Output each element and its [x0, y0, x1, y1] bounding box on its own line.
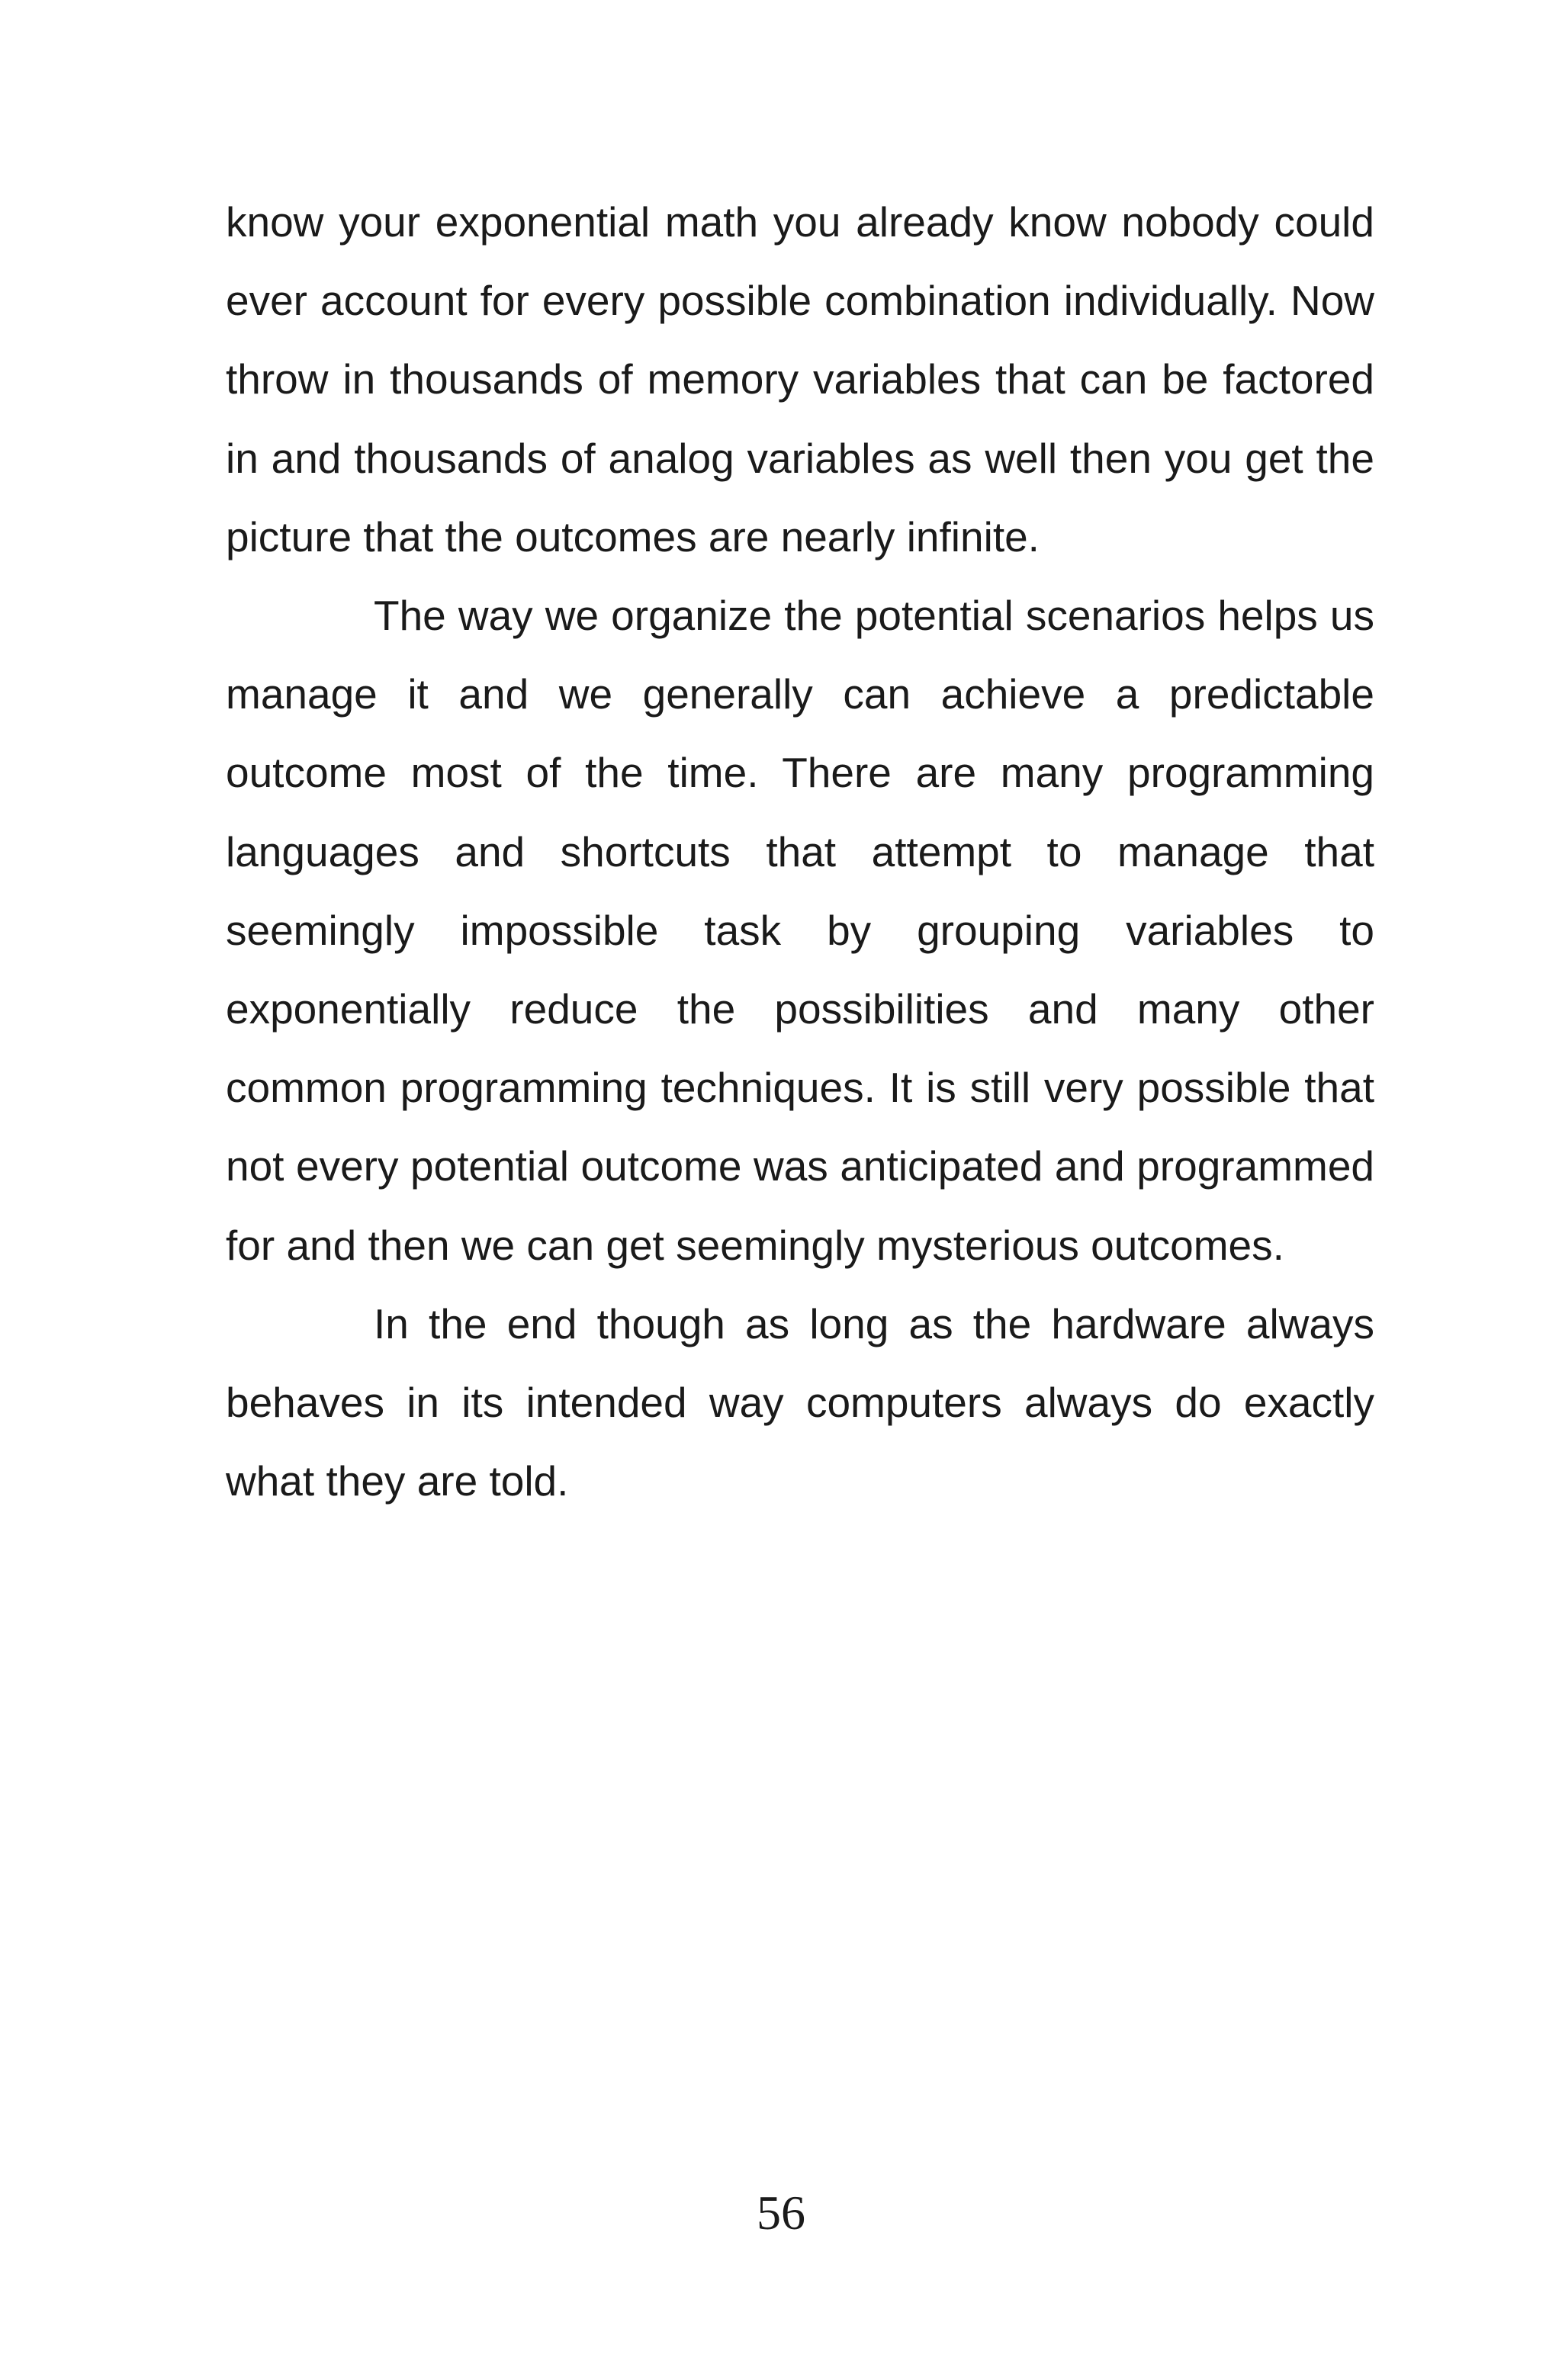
paragraph-conclusion: In the end though as long as the hardware always behaves in its intended way computers always do exactly what they are told.	[226, 1299, 1374, 1505]
body-text	[226, 183, 1374, 1521]
paragraph-continued: know your exponential math you already know nobody could ever account for every possible combination individually. Now throw in thousands of memory variables that can be factored in and thousands of analog variables as well then you get the picture that the outcomes are nearly infinite.	[226, 198, 1374, 560]
page-number: 56	[757, 2186, 805, 2240]
paragraph-scenarios: The way we organize the potential scenarios helps us manage it and we generally can achieve a predictable outcome most of the time. There are many programming languages and shortcuts that attempt to manage that seemingly impossible task by grouping variables to exponentially reduce the possibilities and many other common programming techniques. It is still very possible that not every potential outcome was anticipated and programmed for and then we can get seemingly mysterious outcomes.	[226, 592, 1374, 1269]
